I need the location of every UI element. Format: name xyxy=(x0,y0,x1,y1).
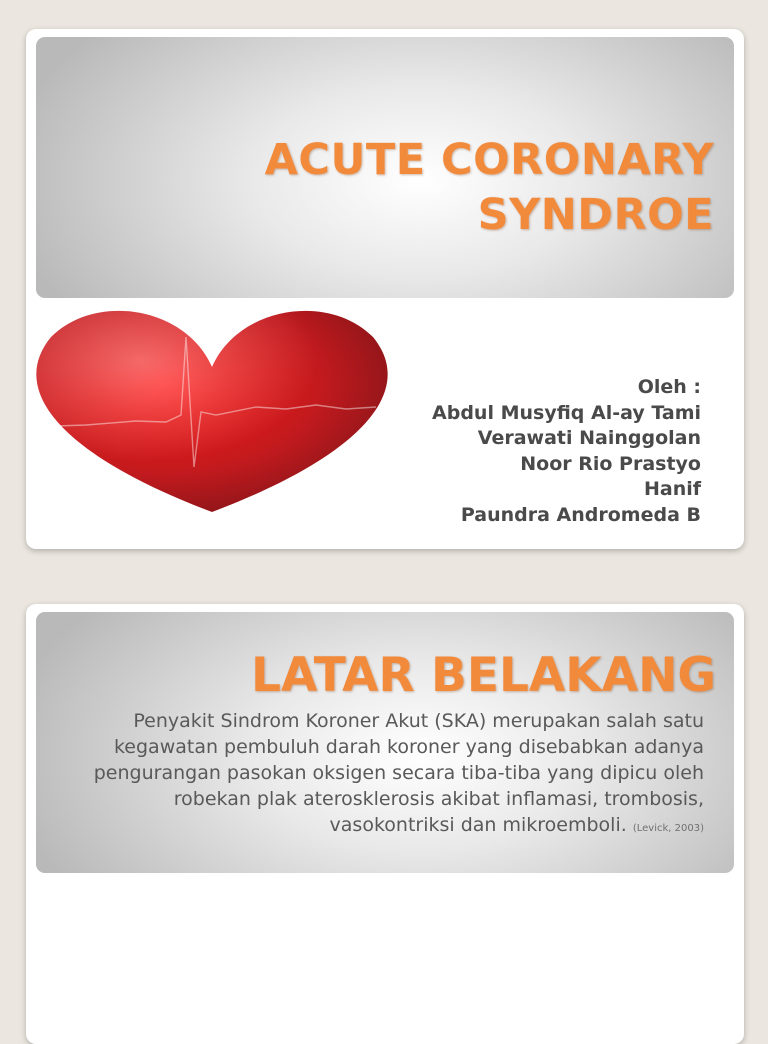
title-line-1: ACUTE CORONARY xyxy=(264,135,714,185)
slide-title xyxy=(26,29,744,549)
author-name: Noor Rio Prastyo xyxy=(520,452,701,475)
author-name: Hanif xyxy=(643,478,701,500)
authors-label: Oleh : xyxy=(637,376,701,398)
heart-with-ecg-icon xyxy=(26,297,398,519)
authors-list xyxy=(432,375,701,528)
slide-background xyxy=(26,604,744,1044)
presentation-title xyxy=(265,133,714,243)
author-name: Abdul Musyfiq Al-ay Tami xyxy=(432,401,701,424)
author-name: Verawati Nainggolan xyxy=(477,427,701,449)
title-line-2: SYNDROE xyxy=(477,190,714,240)
author-name: Paundra Andromeda B xyxy=(460,503,701,526)
section-title: LATAR BELAKANG xyxy=(251,648,716,703)
citation: (Levick, 2003) xyxy=(632,823,704,834)
body-text: Penyakit Sindrom Koroner Akut (SKA) merupakan salah satu kegawatan pembuluh darah koroner yang disebabkan adanya pengurangan pasokan oksigen secara tiba-tiba yang dipicu oleh robekan plak aterosklerosis akibat inflamasi, trombosis, vasokontriksi dan mikroemboli. xyxy=(93,710,704,836)
section-body xyxy=(84,708,704,842)
